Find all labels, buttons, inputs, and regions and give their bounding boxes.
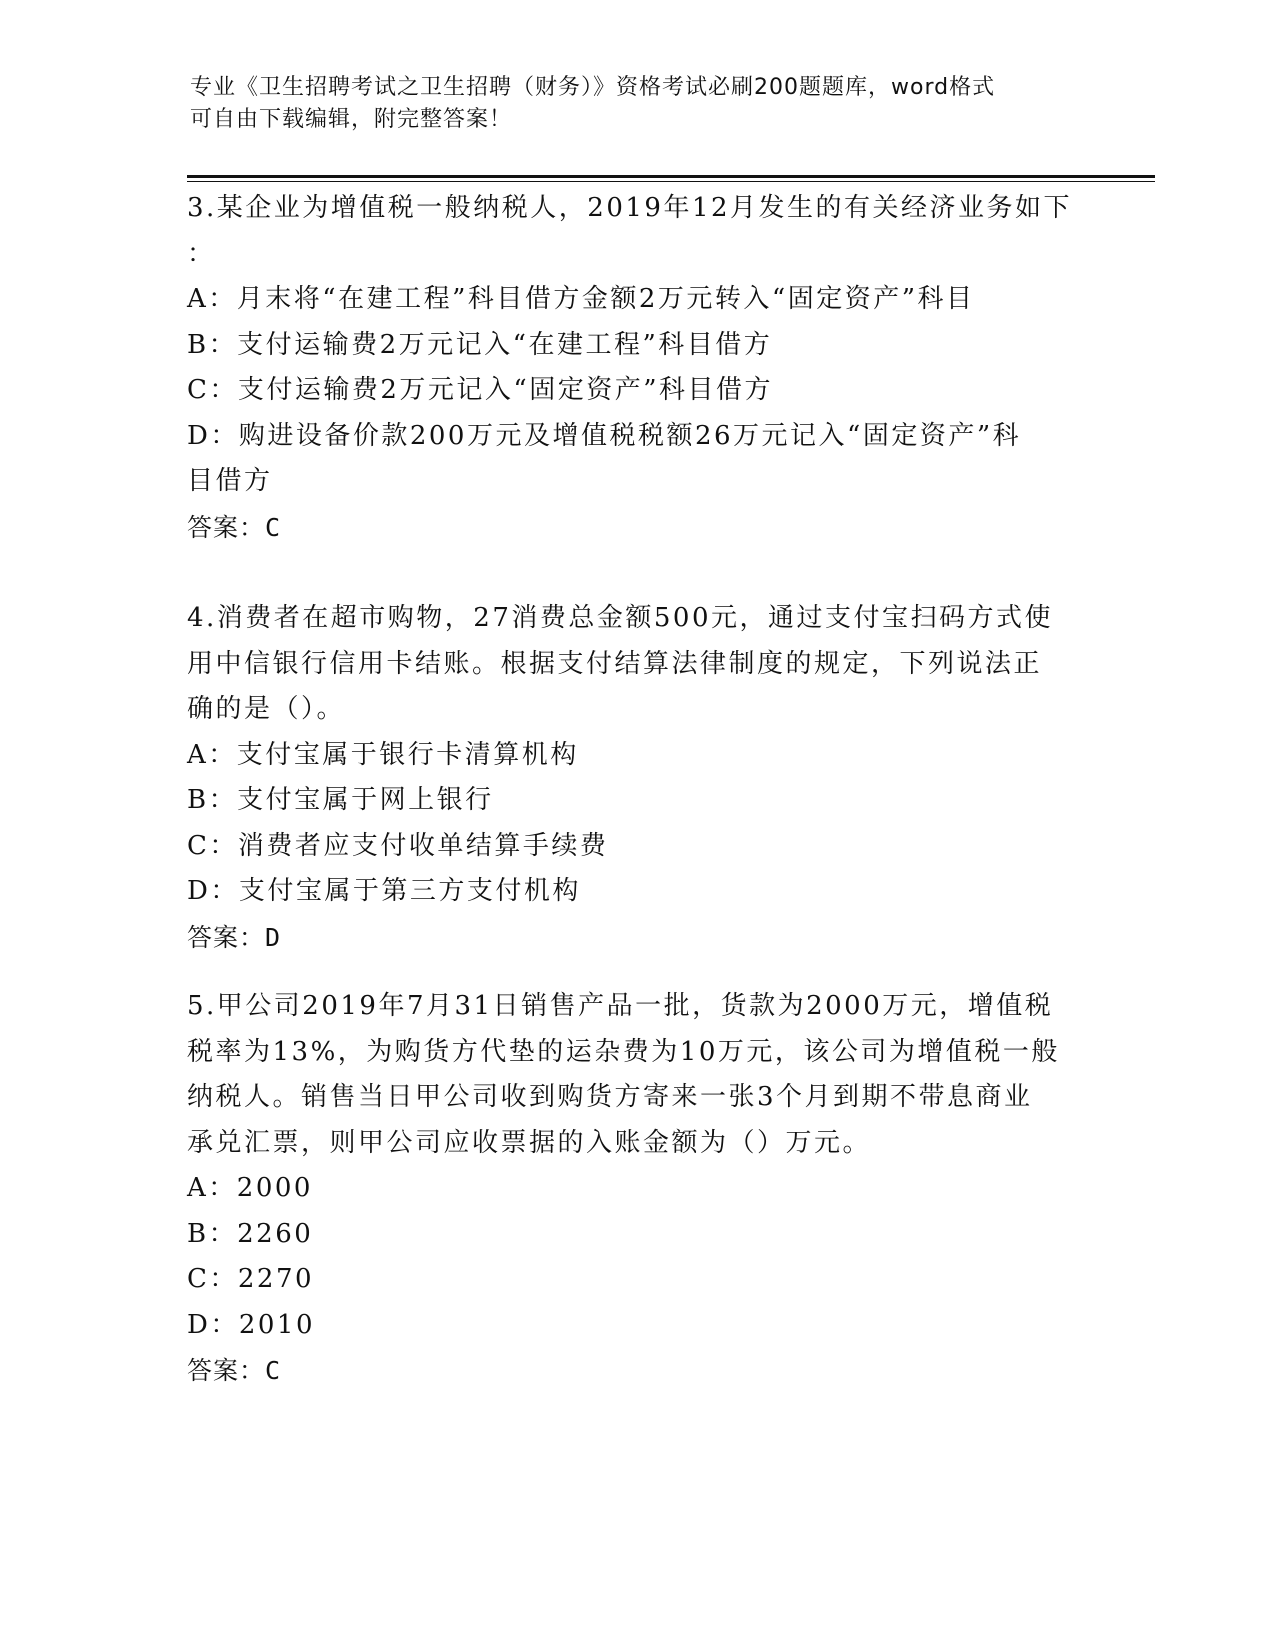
answer-value: C xyxy=(265,1356,282,1385)
question-stem-line: 用中信银行信用卡结账。根据支付结算法律制度的规定，下列说法正 xyxy=(187,648,1043,679)
question-stem-line: 5.甲公司2019年7月31日销售产品一批，货款为2000万元，增值税 xyxy=(187,991,1054,1021)
option-c: C：消费者应支付收单结算手续费 xyxy=(187,830,609,861)
option-b: B：支付宝属于网上银行 xyxy=(187,785,494,815)
answer-label: 答案： xyxy=(187,922,266,952)
answer-line xyxy=(187,1348,1087,1394)
option-c: C：支付运输费2万元记入“固定资产”科目借方 xyxy=(187,375,774,405)
answer-value: D xyxy=(265,922,282,952)
question-stem-line: 税率为13%，为购货方代垫的运杂费为10万元，该公司为增值税一般 xyxy=(187,1036,1060,1067)
option-d: D：2010 xyxy=(187,1309,316,1340)
document-header xyxy=(190,72,1070,136)
answer-value: C xyxy=(265,512,282,542)
option-a: A：支付宝属于银行卡清算机构 xyxy=(187,739,579,770)
question-stem-line: 4.消费者在超市购物，27消费总金额500元，通过支付宝扫码方式使 xyxy=(187,603,1054,633)
option-d: D：购进设备价款200万元及增值税税额26万元记入“固定资产”科 xyxy=(187,420,1022,451)
option-a: A：2000 xyxy=(187,1173,313,1203)
option-a: A：月末将“在建工程”科目借方金额2万元转入“固定资产”科目 xyxy=(187,284,975,314)
header-title-line-2: 可自由下载编辑，附完整答案！ xyxy=(190,107,513,132)
question-4 xyxy=(187,596,1087,960)
question-3 xyxy=(187,186,1087,550)
question-stem-line: ： xyxy=(187,238,216,269)
option-b: B：2260 xyxy=(187,1218,314,1249)
option-d-continuation: 目借方 xyxy=(187,466,273,496)
header-divider-thick xyxy=(187,175,1155,178)
question-stem-line: 3.某企业为增值税一般纳税人，2019年12月发生的有关经济业务如下 xyxy=(187,193,1073,223)
question-stem-line: 纳税人。销售当日甲公司收到购货方寄来一张3个月到期不带息商业 xyxy=(187,1082,1033,1112)
option-b: B：支付运输费2万元记入“在建工程”科目借方 xyxy=(187,329,773,360)
answer-line xyxy=(187,915,1087,961)
option-d: D：支付宝属于第三方支付机构 xyxy=(187,876,581,906)
answer-label: 答案： xyxy=(187,1356,266,1385)
header-title-line-1: 专业《卫生招聘考试之卫生招聘（财务）》资格考试必刷200题题库，word格式 xyxy=(190,75,996,100)
question-stem-line: 确的是（）。 xyxy=(187,694,346,724)
question-stem-line: 承兑汇票，则甲公司应收票据的入账金额为（）万元。 xyxy=(187,1127,872,1158)
answer-line xyxy=(187,505,1087,551)
option-c: C：2270 xyxy=(187,1264,315,1294)
answer-label: 答案： xyxy=(187,512,266,542)
question-5 xyxy=(187,984,1087,1394)
header-divider-thin xyxy=(187,181,1155,182)
